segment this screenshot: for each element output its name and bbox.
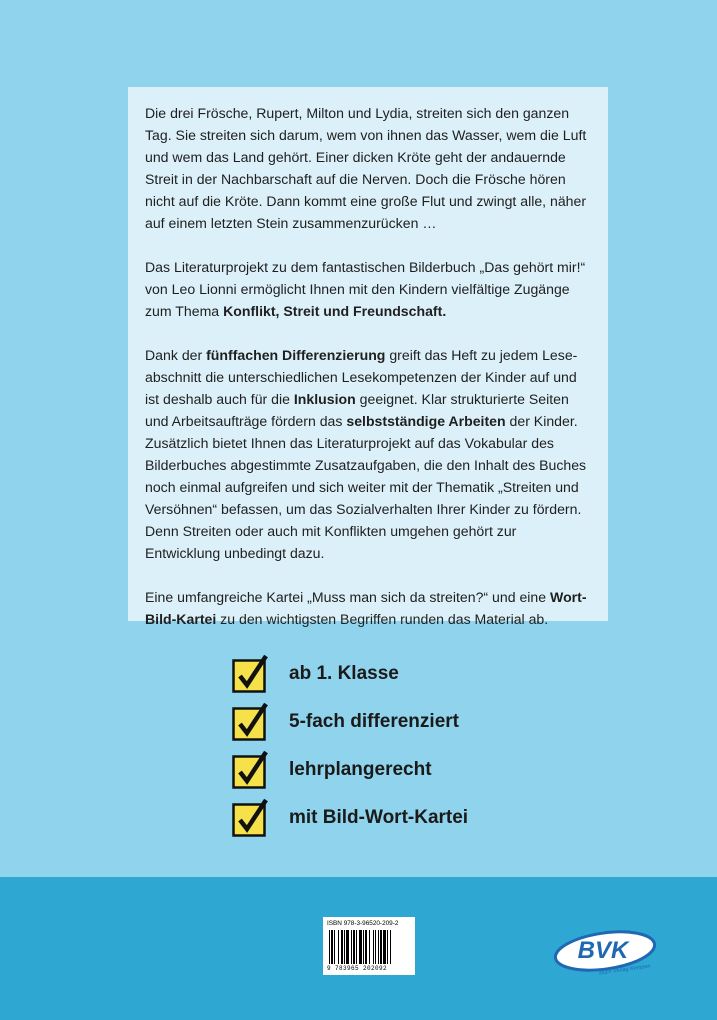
barcode-bars [327,930,411,964]
blurb-paragraph-2: Das Literaturprojekt zu dem fantastischen Bilderbuch „Das gehört mir!“ von Leo Lionni ermöglicht Ihnen mit den Kindern vielfältige Zugänge zum Thema Konflikt, Streit und Freundschaft. [145,259,586,319]
checkbox-checked-icon [232,654,268,694]
checkbox-checked-icon [232,750,268,790]
isbn-barcode [323,917,415,975]
feature-item [232,698,468,746]
feature-label: ab 1. Klasse [289,663,399,684]
feature-label: mit Bild-Wort-Kartei [289,807,469,828]
logo-subtext: Buch Verlag Kempen [598,963,651,977]
feature-label: 5-fach differenziert [289,711,459,732]
feature-list [232,650,468,842]
blurb-paragraph-1: Die drei Frösche, Rupert, Milton und Lydia, streiten sich den ganzen Tag. Sie streiten sich darum, wem von ihnen das Wasser, wem die Luft und wem das Land gehört. Einer dicken Kröte geht der andauernde Streit in der Nachbarschaft auf die Nerven. Doch die Frösche hören nicht auf die Kröte. Dann kommt eine große Flut und zwingt alle, näher auf einem letzten Stein zusammenzurücken … [145,105,587,231]
blurb-paragraph-4: Eine umfangreiche Kartei „Muss man sich da streiten?“ und eine Wort-Bild-Kartei zu den wichtigsten Begriffen runden das Material ab. [145,589,587,627]
checkbox-checked-icon [232,702,268,742]
feature-label: lehrplangerecht [289,759,432,780]
blurb-paragraph-3: Dank der fünffachen Differenzierung greift das Heft zu jedem Leseabschnitt die unterschiedlichen Lesekompetenzen der Kinder auf und ist deshalb auch für die Inklusion geeignet. Klar strukturierte Seiten und Arbeitsaufträge fördern das selbstständige Arbeiten der Kinder. Zusätzlich bietet Ihnen das Literaturprojekt auf das Vokabular des Bilderbuches abgestimmte Zusatzaufgaben, die den Inhalt des Buches noch einmal aufgreifen und sich weiter mit der Thematik „Streiten und Versöhnen“ befassen, um das Sozialverhalten Ihrer Kinder zu fördern. Denn Streiten oder auch mit Konflikten umgehen gehört zur Entwicklung unbedingt dazu. [145,347,587,561]
feature-item [232,746,468,794]
logo-text: BVK [577,937,629,964]
barcode-digits: 9 783965 202092 [327,965,388,972]
bvk-logo [553,924,659,980]
feature-item [232,650,468,698]
blurb-panel [128,87,608,627]
checkbox-checked-icon [232,798,268,838]
feature-item [232,794,468,842]
isbn-label: ISBN 978-3-96520-209-2 [327,920,399,927]
